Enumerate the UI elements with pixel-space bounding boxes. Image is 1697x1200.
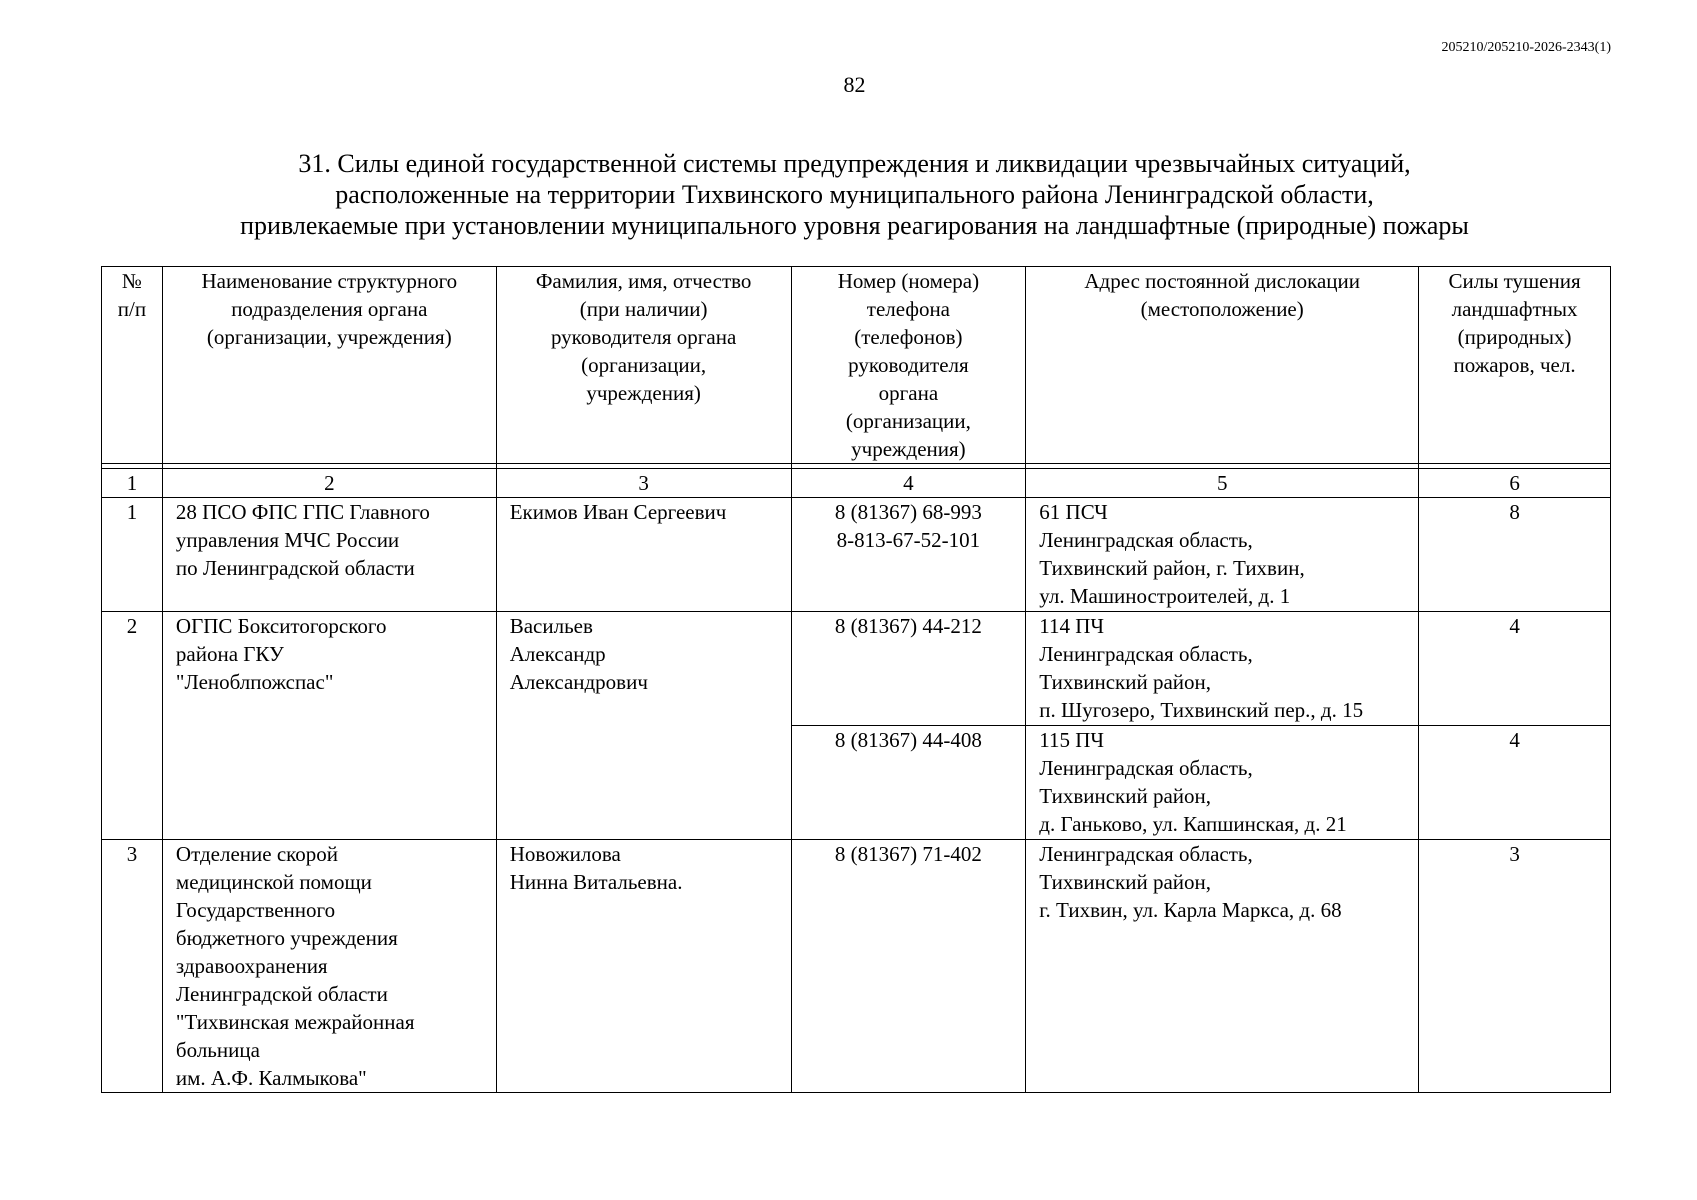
table-header-row (102, 267, 1611, 464)
text-line: г. Тихвин, ул. Карла Маркса, д. 68 (1039, 898, 1342, 922)
text-line: пожаров, чел. (1453, 353, 1576, 377)
text-line: Номер (номера) (837, 269, 980, 293)
text-line: 8 (81367) 68-993 (834, 500, 982, 524)
address (1026, 498, 1419, 612)
text-line: 8-813-67-52-101 (836, 528, 981, 552)
text-line: (природных) (1457, 325, 1572, 349)
text-line: Ленинградская область, (1039, 642, 1253, 666)
text-line: бюджетного учреждения (175, 926, 398, 950)
text-line: подразделения органа (231, 297, 428, 321)
text-line: медицинской помощи (175, 870, 372, 894)
table-row (102, 498, 1611, 612)
header-cell-head-name (496, 267, 791, 464)
title-line-3: привлекаемые при установлении муниципального уровня реагирования на ландшафтные (природные) пожары (240, 211, 1469, 240)
text-line: 8 (81367) 71-402 (834, 842, 982, 866)
header-cell-phone (791, 267, 1026, 464)
text-line: Тихвинский район, (1039, 784, 1212, 808)
phone-number (791, 726, 1026, 840)
head-name (496, 840, 791, 1093)
column-number: 3 (496, 469, 791, 498)
forces-count: 3 (1419, 840, 1611, 1093)
text-line: больница (175, 1038, 260, 1062)
organization-name (162, 498, 496, 612)
text-line: Ленинградская область, (1039, 842, 1253, 866)
text-line: руководителя органа (550, 325, 737, 349)
text-line: п/п (117, 297, 147, 321)
forces-table (101, 266, 1611, 1093)
column-number: 1 (102, 469, 163, 498)
table-row (102, 612, 1611, 726)
text-line: района ГКУ (175, 642, 284, 666)
page-number: 82 (843, 72, 866, 97)
text-line: 28 ПСО ФПС ГПС Главного (175, 500, 430, 524)
text-line: учреждения) (851, 437, 966, 461)
text-line: Александр (509, 642, 606, 666)
text-line: (организации, (581, 353, 707, 377)
text-line: Государственного (175, 898, 336, 922)
text-line: п. Шугозеро, Тихвинский пер., д. 15 (1039, 698, 1364, 722)
head-name (496, 612, 791, 840)
column-number-row (102, 469, 1611, 498)
text-line: (организации, (845, 409, 971, 433)
text-line: телефона (866, 297, 951, 321)
address (1026, 726, 1419, 840)
column-number: 2 (162, 469, 496, 498)
text-line: Тихвинский район, (1039, 670, 1212, 694)
row-number: 1 (102, 498, 163, 612)
text-line: им. А.Ф. Калмыкова" (175, 1066, 367, 1090)
column-number: 6 (1419, 469, 1611, 498)
text-line: по Ленинградской области (175, 556, 415, 580)
text-line: (местоположение) (1140, 297, 1304, 321)
text-line: Адрес постоянной дислокации (1084, 269, 1361, 293)
text-line: управления МЧС России (175, 528, 400, 552)
text-line: (при наличии) (579, 297, 708, 321)
text-line: Отделение скорой (175, 842, 339, 866)
header-cell-number (102, 267, 163, 464)
address (1026, 840, 1419, 1093)
text-line: № (121, 269, 142, 293)
text-line: Силы тушения (1448, 269, 1581, 293)
text-line: 8 (81367) 44-408 (834, 728, 982, 752)
text-line: "Леноблпожспас" (175, 670, 334, 694)
head-name (496, 498, 791, 612)
text-line: "Тихвинская межрайонная (175, 1010, 415, 1034)
text-line: 8 (81367) 44-212 (834, 614, 982, 638)
row-number: 2 (102, 612, 163, 840)
section-title (0, 148, 1697, 241)
text-line: Екимов Иван Сергеевич (509, 500, 727, 524)
text-line: 61 ПСЧ (1039, 500, 1108, 524)
text-line: Тихвинский район, (1039, 870, 1212, 894)
forces-count: 8 (1419, 498, 1611, 612)
phone-number (791, 840, 1026, 1093)
text-line: (телефонов) (854, 325, 963, 349)
address (1026, 612, 1419, 726)
text-line: руководителя (848, 353, 969, 377)
text-line: 115 ПЧ (1039, 728, 1105, 752)
column-number: 4 (791, 469, 1026, 498)
title-line-2: расположенные на территории Тихвинского муниципального района Ленинградской области, (335, 180, 1374, 209)
text-line: учреждения) (586, 381, 701, 405)
text-line: 114 ПЧ (1039, 614, 1105, 638)
organization-name (162, 612, 496, 840)
text-line: Васильев (509, 614, 593, 638)
header-cell-organization (162, 267, 496, 464)
text-line: Ленинградская область, (1039, 756, 1253, 780)
column-number: 5 (1026, 469, 1419, 498)
text-line: ландшафтных (1451, 297, 1578, 321)
text-line: Нинна Витальевна. (509, 870, 683, 894)
text-line: Ленинградская область, (1039, 528, 1253, 552)
forces-count: 4 (1419, 726, 1611, 840)
text-line: Тихвинский район, г. Тихвин, (1039, 556, 1305, 580)
text-line: Фамилия, имя, отчество (535, 269, 752, 293)
row-number: 3 (102, 840, 163, 1093)
table-row (102, 840, 1611, 1093)
text-line: (организации, учреждения) (206, 325, 452, 349)
text-line: Наименование структурного (201, 269, 458, 293)
phone-number (791, 498, 1026, 612)
header-cell-forces (1419, 267, 1611, 464)
forces-count: 4 (1419, 612, 1611, 726)
text-line: Александрович (509, 670, 648, 694)
text-line: д. Ганьково, ул. Капшинская, д. 21 (1039, 812, 1347, 836)
text-line: Ленинградской области (175, 982, 388, 1006)
phone-number (791, 612, 1026, 726)
text-line: Новожилова (509, 842, 621, 866)
text-line: ОГПС Бокситогорского (175, 614, 387, 638)
text-line: здравоохранения (175, 954, 328, 978)
text-line: ул. Машиностроителей, д. 1 (1039, 584, 1291, 608)
header-cell-address (1026, 267, 1419, 464)
document-code: 205210/205210-2026-2343(1) (1441, 40, 1611, 55)
title-line-1: 31. Силы единой государственной системы предупреждения и ликвидации чрезвычайных ситуаций, (298, 149, 1411, 178)
organization-name (162, 840, 496, 1093)
text-line: органа (878, 381, 939, 405)
